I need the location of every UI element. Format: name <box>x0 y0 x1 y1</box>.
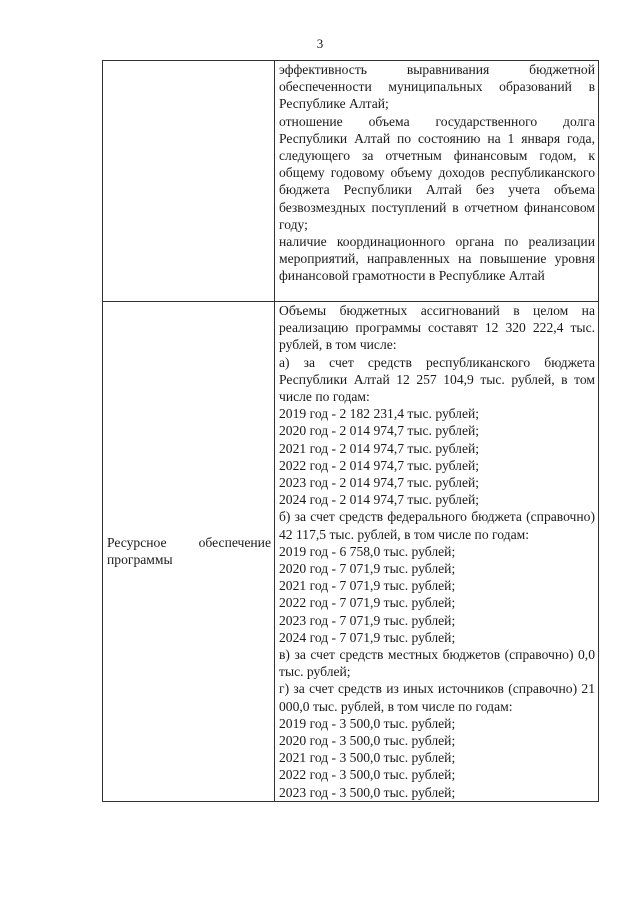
year-line: 2023 год - 3 500,0 тыс. рублей; <box>279 784 456 800</box>
year-line: 2021 год - 2 014 974,7 тыс. рублей; <box>279 440 480 456</box>
resources-cell <box>275 302 599 802</box>
year-line: 2022 год - 2 014 974,7 тыс. рублей; <box>279 457 480 473</box>
indicator-text: эффективность выравнивания бюджетной обеспеченности муниципальных образований в Республике Алтай; <box>279 62 595 112</box>
table-row-indicators <box>103 61 599 302</box>
year-line: 2021 год - 3 500,0 тыс. рублей; <box>279 750 456 766</box>
year-line: 2019 год - 6 758,0 тыс. рублей; <box>279 543 456 559</box>
indicator-text: отношение объема государственного долга Республики Алтай по состоянию на 1 января года, следующего за отчетным финансовым годом, к общему годовому объему доходов республиканского бюджета Республики Алтай без учета объема безвозмездных поступлений в отчетном финансовом году; <box>279 113 595 232</box>
year-line: 2024 год - 2 014 974,7 тыс. рублей; <box>279 492 480 508</box>
year-line: 2020 год - 3 500,0 тыс. рублей; <box>279 733 456 749</box>
year-line: 2023 год - 2 014 974,7 тыс. рублей; <box>279 475 480 491</box>
year-line: 2023 год - 7 071,9 тыс. рублей; <box>279 612 456 628</box>
row-label-cell <box>103 302 275 802</box>
year-line: 2020 год - 2 014 974,7 тыс. рублей; <box>279 423 480 439</box>
year-line: 2021 год - 7 071,9 тыс. рублей; <box>279 578 456 594</box>
year-line: 2022 год - 7 071,9 тыс. рублей; <box>279 595 456 611</box>
year-line: 2020 год - 7 071,9 тыс. рублей; <box>279 561 456 577</box>
year-line: 2019 год - 2 182 231,4 тыс. рублей; <box>279 406 480 422</box>
table-row-resources <box>103 302 599 802</box>
funding-section-d: г) за счет средств из иных источников (справочно) 21 000,0 тыс. рублей, в том числе по годам: <box>279 681 595 714</box>
indicators-cell <box>275 61 599 302</box>
funding-section-a: а) за счет средств республиканского бюджета Республики Алтай 12 257 104,9 тыс. рублей, в том числе по годам: <box>279 354 595 405</box>
row-label-cell <box>103 61 275 302</box>
funding-section-c: в) за счет средств местных бюджетов (справочно) 0,0 тыс. рублей; <box>279 647 595 680</box>
funding-intro: Объемы бюджетных ассигнований в целом на реализацию программы составят 12 320 222,4 тыс. рублей, в том числе: <box>279 303 595 353</box>
funding-section-b: б) за счет средств федерального бюджета (справочно) 42 117,5 тыс. рублей, в том числе по годам: <box>279 509 595 542</box>
program-passport-table <box>102 60 599 802</box>
year-line: 2022 год - 3 500,0 тыс. рублей; <box>279 767 456 783</box>
indicator-text: наличие координационного органа по реализации мероприятий, направленных на повышение уровня финансовой грамотности в Республике Алтай <box>279 234 595 284</box>
page-number: 3 <box>316 36 324 51</box>
row-label: Ресурсное обеспечение программы <box>107 535 271 568</box>
year-line: 2019 год - 3 500,0 тыс. рублей; <box>279 715 456 731</box>
year-line: 2024 год - 7 071,9 тыс. рублей; <box>279 629 456 645</box>
